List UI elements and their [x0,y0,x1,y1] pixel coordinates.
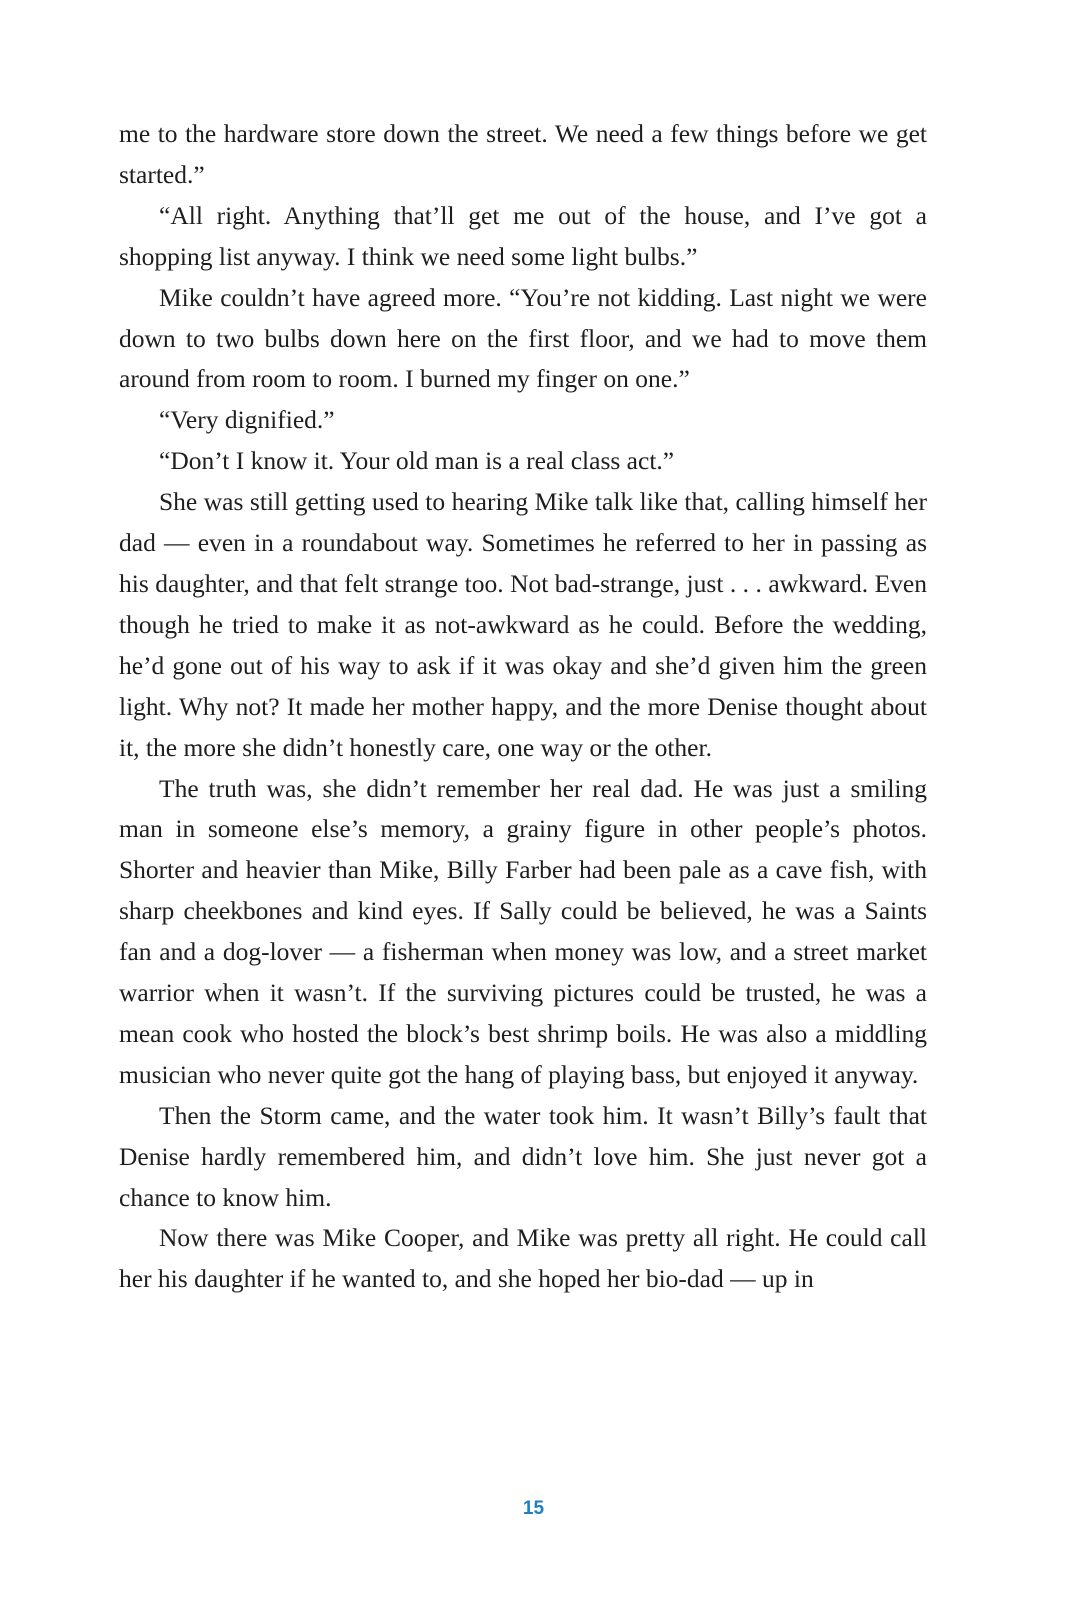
paragraph-continued: me to the hardware store down the street. We need a few things before we get started.” [119,119,927,189]
paragraph: Mike couldn’t have agreed more. “You’re not kidding. Last night we were down to two bulbs down here on the first floor, and we had to move them around from room to room. I burned my finger on one.” [119,282,927,394]
paragraph: “All right. Anything that’ll get me out of the house, and I’ve got a shopping list anyway. I think we need some light bulbs.” [119,200,927,271]
paragraph: Then the Storm came, and the water took him. It wasn’t Billy’s fault that Denise hardly remembered him, and didn’t love him. She just never got a chance to know him. [119,1100,927,1212]
paragraph: “Very dignified.” [159,405,335,435]
page-body [119,114,927,1300]
paragraph: Now there was Mike Cooper, and Mike was pretty all right. He could call her his daughter if he wanted to, and she hoped her bio-dad — up in [119,1223,927,1294]
paragraph: She was still getting used to hearing Mike talk like that, calling himself her dad — even in a roundabout way. Sometimes he referred to her in passing as his daughter, and that felt strange too. Not bad-strange, just . . . awkward. Even though he tried to make it as not-awkward as he could. Before the wedding, he’d gone out of his way to ask if it was okay and she’d given him the green light. Why not? It made her mother happy, and the more Denise thought about it, the more she didn’t honestly care, one way or the other. [119,487,927,762]
paragraph: The truth was, she didn’t remember her real dad. He was just a smiling man in someone else’s memory, a grainy figure in other people’s photos. Shorter and heavier than Mike, Billy Farber had been pale as a cave fish, with sharp cheekbones and kind eyes. If Sally could be believed, he was a Saints fan and a dog-lover — a fisherman when money was low, and a street market warrior when it wasn’t. If the surviving pictures could be trusted, he was a mean cook who hosted the block’s best shrimp boils. He was also a middling musician who never quite got the hang of playing bass, but enjoyed it anyway. [119,773,927,1089]
paragraph: “Don’t I know it. Your old man is a real class act.” [159,446,675,476]
page-number: 15 [522,1498,545,1519]
